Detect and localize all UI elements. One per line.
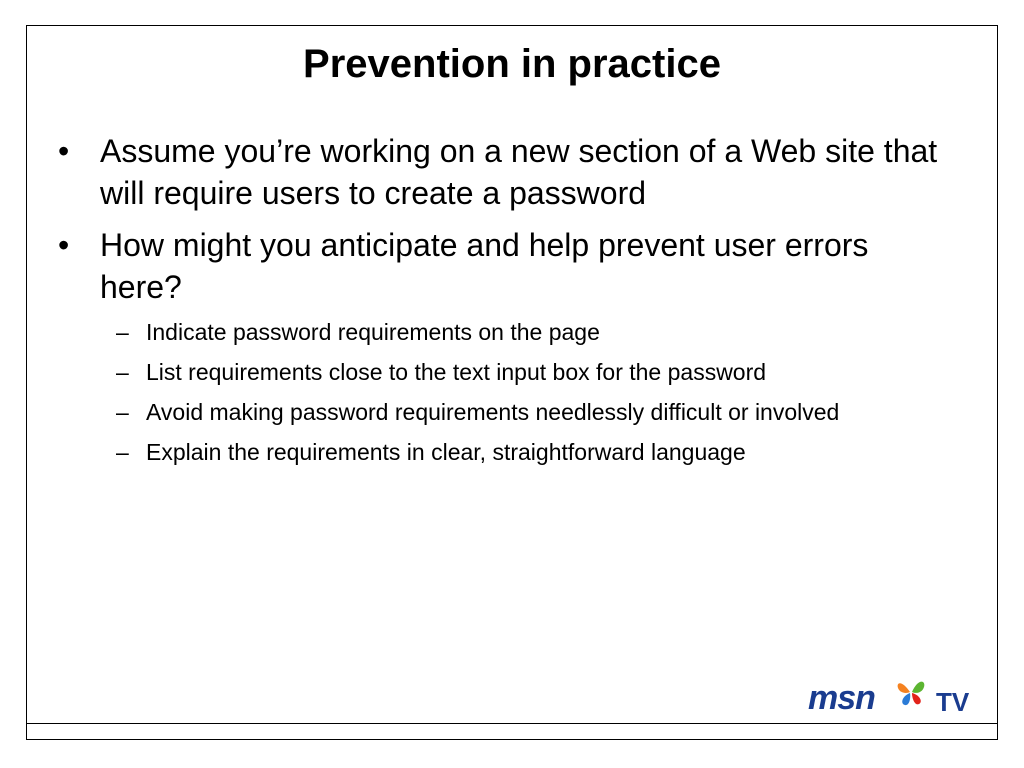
sub-bullet-marker: – <box>116 359 129 385</box>
slide-title: Prevention in practice <box>303 42 721 86</box>
msn-tv-logo <box>808 678 978 724</box>
sub-bullet-list <box>56 316 956 468</box>
sub-bullet-item <box>56 316 906 348</box>
slide-content <box>56 130 956 476</box>
sub-bullet-marker: – <box>116 439 129 465</box>
sub-bullet-item <box>56 356 906 388</box>
bullet-marker: • <box>58 227 70 263</box>
sub-bullet-item <box>56 396 906 428</box>
bullet-marker: • <box>58 133 70 169</box>
sub-bullet-text: Indicate password requirements on the page <box>146 319 600 345</box>
sub-bullet-text: List requirements close to the text input box for the password <box>146 359 767 385</box>
butterfly-icon <box>896 676 926 708</box>
butterfly-wing-blue <box>902 693 910 705</box>
logo-brand-text: msn <box>808 679 875 717</box>
logo-suffix-text: TV <box>936 687 970 717</box>
sub-bullet-marker: – <box>116 319 129 345</box>
sub-bullet-text: Avoid making password requirements needlessly difficult or involved <box>146 399 840 425</box>
bullet-item <box>56 130 956 214</box>
butterfly-wing-red <box>912 693 921 704</box>
butterfly-wing-green <box>912 682 924 693</box>
bullet-text: Assume you’re working on a new section of a Web site that will require users to create a password <box>100 133 938 211</box>
sub-bullet-marker: – <box>116 399 129 425</box>
sub-bullet-text: Explain the requirements in clear, straightforward language <box>146 439 746 465</box>
bullet-text: How might you anticipate and help prevent user errors here? <box>100 227 869 305</box>
bullet-item <box>56 224 956 308</box>
butterfly-wing-orange <box>898 683 910 693</box>
sub-bullet-item <box>56 436 906 468</box>
